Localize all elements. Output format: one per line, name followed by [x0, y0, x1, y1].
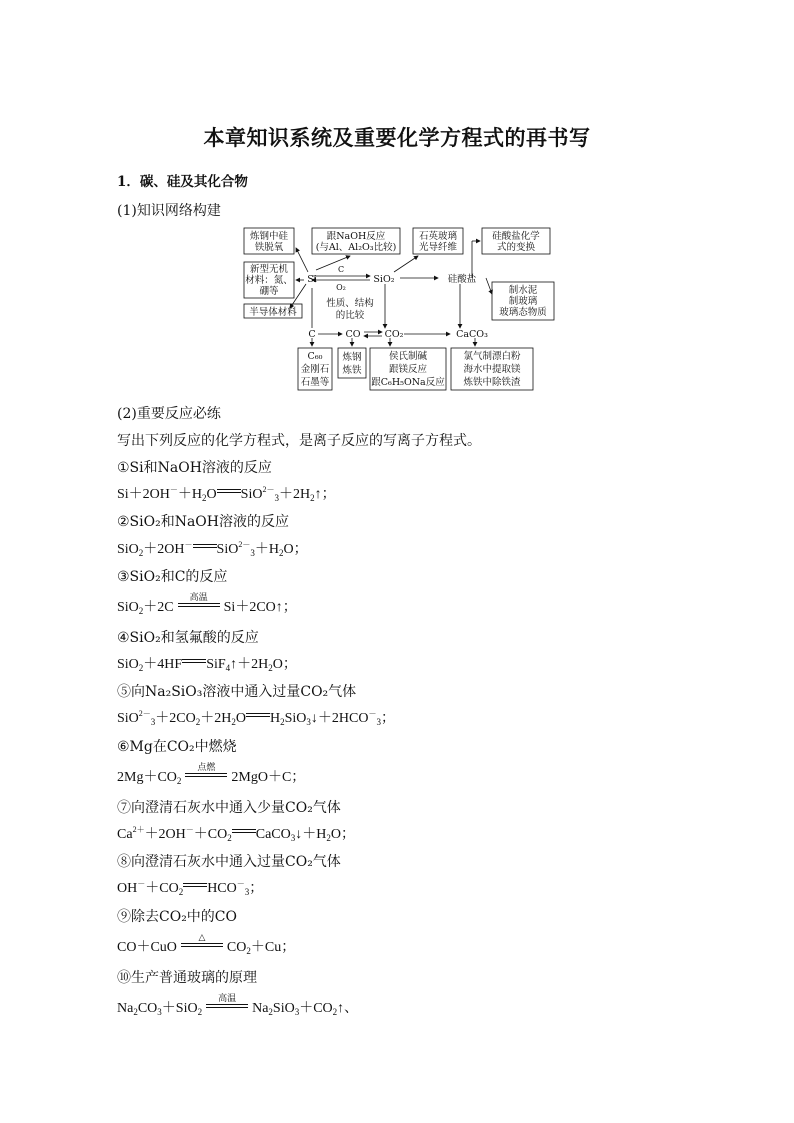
box-c60-line1: C₆₀ [307, 351, 323, 362]
knowledge-network-diagram [240, 224, 562, 394]
box-cement-line2: 制玻璃 [508, 296, 538, 307]
subsection-heading-2: (2)重要反应必练 [117, 406, 221, 422]
condition-label: 高温 [218, 993, 237, 1003]
box-c60-line3: 石墨等 [300, 377, 330, 388]
compare-line1: 性质、结构 [326, 298, 374, 309]
box-silicate-change-line2: 式的变换 [496, 242, 536, 253]
box-houshi-line2: 跟镁反应 [388, 364, 428, 375]
reaction-title: ②SiO₂和NaOH溶液的反应 [117, 514, 289, 530]
reaction-title: ①Si和NaOH溶液的反应 [117, 460, 272, 476]
reaction-equation: SiO$_2$＋4HF $SiF_4↑+2H_2O$； [117, 657, 297, 673]
reaction-title: ⑤向Na₂SiO₃溶液中通入过量CO₂气体 [117, 684, 357, 700]
reaction-title: ③SiO₂和C的反应 [117, 569, 228, 585]
node-co2: CO₂ [384, 329, 404, 340]
box-c60-line2: 金刚石 [300, 364, 330, 375]
reaction-equation: $SiO^{2-}_3+2CO_2+2H_2O$ $H_2SiO_3↓+2HCO^-_3$； [117, 709, 395, 727]
box-steel-line2: 炼铁 [342, 365, 362, 376]
box-cement-line3: 玻璃态物质 [499, 307, 547, 318]
box-cl-line3: 炼铁中除铁渣 [463, 377, 521, 388]
reaction-equation: SiO$_2$＋2C 高温 Si＋2CO↑； [117, 598, 297, 618]
reaction-equation: $Na_2CO_3+SiO_2$ 高温 $Na_2SiO_3+CO_2↑$、 [117, 999, 358, 1019]
box-naoh-line1: 跟NaOH反应 [326, 231, 386, 242]
reaction-equation: $Si+2OH^-+H_2O$ $SiO^{2-}_3+2H_2↑$； [117, 485, 336, 503]
box-cement-line1: 制水泥 [508, 285, 538, 296]
box-quartz-line1: 石英玻璃 [418, 231, 458, 242]
node-c: C [308, 329, 316, 340]
box-houshi-line1: 侯氏制碱 [388, 351, 428, 362]
subsection-heading: (1)知识网络构建 [117, 203, 221, 219]
box-steel-si-line2: 铁脱氧 [254, 242, 284, 253]
box-new-material-line1: 新型无机 [249, 264, 289, 275]
reaction-title: ④SiO₂和氢氟酸的反应 [117, 630, 259, 646]
box-new-material-line3: 硼等 [259, 286, 279, 297]
node-caco3: CaCO₃ [456, 329, 488, 340]
condition-label: △ [198, 932, 206, 942]
box-semiconductor-label: 半导体材料 [249, 307, 297, 318]
node-sio2: SiO₂ [373, 274, 395, 285]
reaction-title: ⑩生产普通玻璃的原理 [117, 970, 257, 986]
reaction-title: ⑨除去CO₂中的CO [117, 909, 237, 925]
box-quartz-line2: 光导纤维 [418, 242, 458, 253]
instruction-text: 写出下列反应的化学方程式，是离子反应的写离子方程式。 [117, 433, 481, 449]
box-new-material-line2: 材料：氮、 [245, 275, 293, 286]
box-steel-si-line1: 炼钢中硅 [249, 231, 289, 242]
node-si: Si [307, 274, 317, 285]
condition-label: 点燃 [197, 762, 216, 772]
reaction-equation: SiO$_2$＋2OH－ $SiO^{2-}_3+H_2O$； [117, 540, 308, 558]
reaction-title: ⑧向澄清石灰水中通入过量CO₂气体 [117, 854, 341, 870]
page-title: 本章知识系统及重要化学方程式的再书写 [203, 125, 591, 150]
condition-label: 高温 [189, 592, 208, 602]
reaction-equation: CO＋CuO △ $CO_2+Cu$； [117, 938, 295, 958]
compare-line2: 的比较 [335, 310, 365, 321]
arrow-label-o2: O₂ [336, 283, 346, 292]
box-naoh-line2: (与Al、Al₂O₃比较) [315, 242, 397, 253]
reaction-equation: $OH^-+CO_2$ $HCO^-_3$； [117, 879, 264, 897]
box-silicate-change-line1: 硅酸盐化学 [492, 231, 540, 242]
reaction-title: ⑥Mg在CO₂中燃烧 [117, 739, 237, 755]
node-co: CO [345, 329, 361, 340]
reaction-title: ⑦向澄清石灰水中通入少量CO₂气体 [117, 800, 341, 816]
box-houshi-line3: 跟C₆H₅ONa反应 [371, 377, 445, 388]
arrow-label-c: C [337, 265, 345, 274]
section-heading: 1．碳、硅及其化合物 [117, 174, 248, 190]
reaction-equation: $2Mg+CO_2$ 点燃 2MgO＋C； [117, 768, 305, 788]
box-cl-line2: 海水中提取镁 [463, 364, 521, 375]
box-steel-line1: 炼钢 [342, 352, 362, 363]
node-silicate: 硅酸盐 [447, 274, 477, 285]
reaction-equation: $Ca^{2+}+2OH^-+CO_2$ $CaCO_3↓+H_2O$； [117, 825, 355, 843]
box-cl-line1: 氯气制漂白粉 [463, 351, 521, 362]
